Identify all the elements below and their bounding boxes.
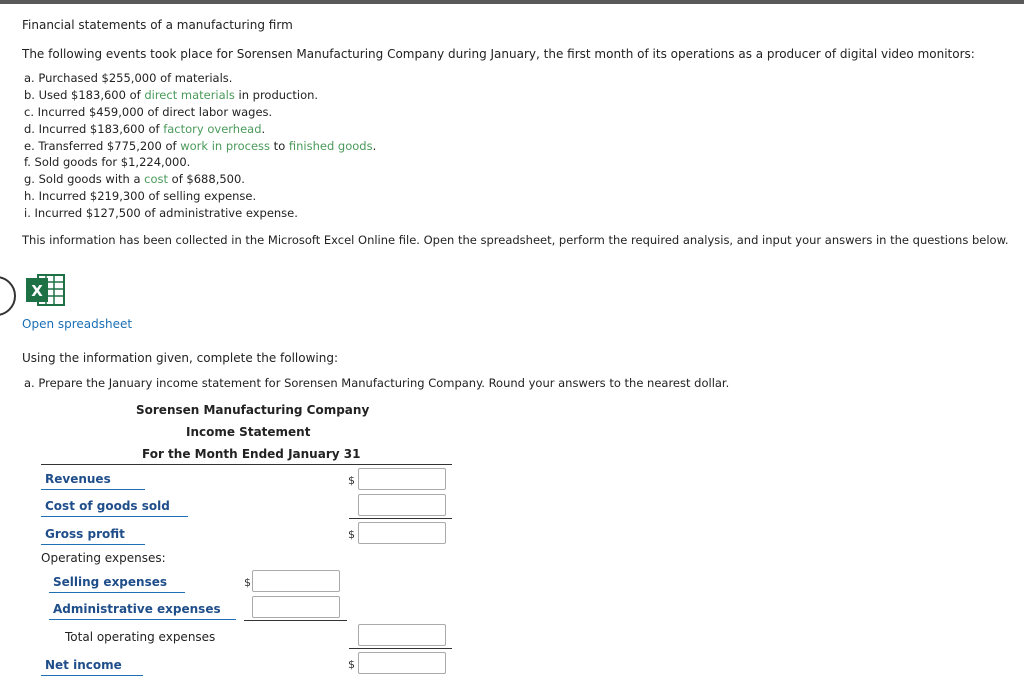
- problem-title: Financial statements of a manufacturing firm: [22, 18, 293, 32]
- cogs-input[interactable]: [358, 494, 446, 516]
- event-text: .: [261, 121, 266, 136]
- revenues-input[interactable]: [358, 468, 446, 490]
- total-operating-expenses-label: Total operating expenses: [65, 630, 216, 644]
- event-item: [24, 70, 376, 87]
- open-spreadsheet-link[interactable]: Open spreadsheet: [22, 317, 133, 331]
- glossary-term-link[interactable]: direct materials: [144, 87, 235, 102]
- total-operating-expenses-input[interactable]: [358, 624, 446, 646]
- event-text: i. Incurred $127,500 of administrative expense.: [24, 206, 298, 221]
- glossary-term-link[interactable]: cost: [144, 172, 169, 187]
- event-item: [24, 205, 376, 222]
- event-text: h. Incurred $219,300 of selling expense.: [24, 189, 257, 204]
- event-text: f. Sold goods for $1,224,000.: [24, 155, 191, 170]
- currency-symbol: $: [244, 576, 251, 589]
- step-circle: [0, 276, 16, 316]
- events-list: [24, 70, 376, 222]
- gross-profit-input[interactable]: [358, 522, 446, 544]
- event-item: [24, 171, 376, 188]
- event-item: [24, 154, 376, 171]
- event-text: .: [372, 138, 377, 153]
- instructions-using: Using the information given, complete the following:: [22, 351, 339, 365]
- event-item: [24, 87, 376, 104]
- event-text: in production.: [234, 87, 319, 102]
- event-text: c. Incurred $459,000 of direct labor wages.: [24, 104, 273, 119]
- event-text: d. Incurred $183,600 of: [24, 121, 164, 136]
- glossary-term-link[interactable]: work in process: [180, 138, 271, 153]
- event-text: a. Purchased $255,000 of materials.: [24, 71, 233, 85]
- cogs-label-select[interactable]: Cost of goods sold: [41, 498, 188, 517]
- instructions-part-a: a. Prepare the January income statement for Sorensen Manufacturing Company. Round your answers to the nearest dollar.: [24, 376, 730, 390]
- event-item: [24, 138, 376, 155]
- net-income-input[interactable]: [358, 652, 446, 674]
- glossary-term-link[interactable]: factory overhead: [163, 121, 262, 136]
- event-text: to: [270, 138, 289, 153]
- event-item: [24, 121, 376, 138]
- statement-company: Sorensen Manufacturing Company: [136, 403, 370, 417]
- problem-intro: The following events took place for Sorensen Manufacturing Company during January, the first month of its operations as a producer of digital video monitors:: [22, 47, 975, 61]
- selling-expenses-label-select[interactable]: Selling expenses: [49, 574, 185, 593]
- net-income-label-select[interactable]: Net income: [41, 657, 143, 676]
- admin-rule: [244, 620, 347, 621]
- selling-expenses-input[interactable]: [252, 570, 340, 592]
- operating-expenses-heading: Operating expenses:: [41, 551, 166, 565]
- currency-symbol: $: [348, 474, 355, 487]
- revenues-label-select[interactable]: Revenues: [41, 471, 145, 490]
- statement-period: For the Month Ended January 31: [142, 447, 361, 461]
- cogs-rule: [349, 518, 452, 519]
- currency-symbol: $: [348, 658, 355, 671]
- glossary-term-link[interactable]: finished goods: [288, 138, 373, 153]
- excel-icon[interactable]: [24, 272, 66, 308]
- gross-profit-label-select[interactable]: Gross profit: [41, 526, 145, 545]
- top-border: [0, 0, 1024, 4]
- administrative-expenses-input[interactable]: [252, 596, 340, 618]
- event-text: b. Used $183,600 of: [24, 87, 145, 102]
- event-item: [24, 188, 376, 205]
- event-text: of $688,500.: [168, 172, 245, 187]
- info-text: This information has been collected in the Microsoft Excel Online file. Open the spreadsheet, perform the required analysis, and input your answers in the questions below.: [22, 233, 1009, 247]
- administrative-expenses-label-select[interactable]: Administrative expenses: [49, 601, 236, 620]
- event-item: [24, 104, 376, 121]
- svg-text:X: X: [31, 282, 43, 300]
- statement-name: Income Statement: [186, 425, 311, 439]
- header-rule: [41, 464, 452, 465]
- event-text: e. Transferred $775,200 of: [24, 138, 181, 153]
- total-opex-rule: [349, 648, 452, 649]
- currency-symbol: $: [348, 528, 355, 541]
- event-text: g. Sold goods with a: [24, 172, 145, 187]
